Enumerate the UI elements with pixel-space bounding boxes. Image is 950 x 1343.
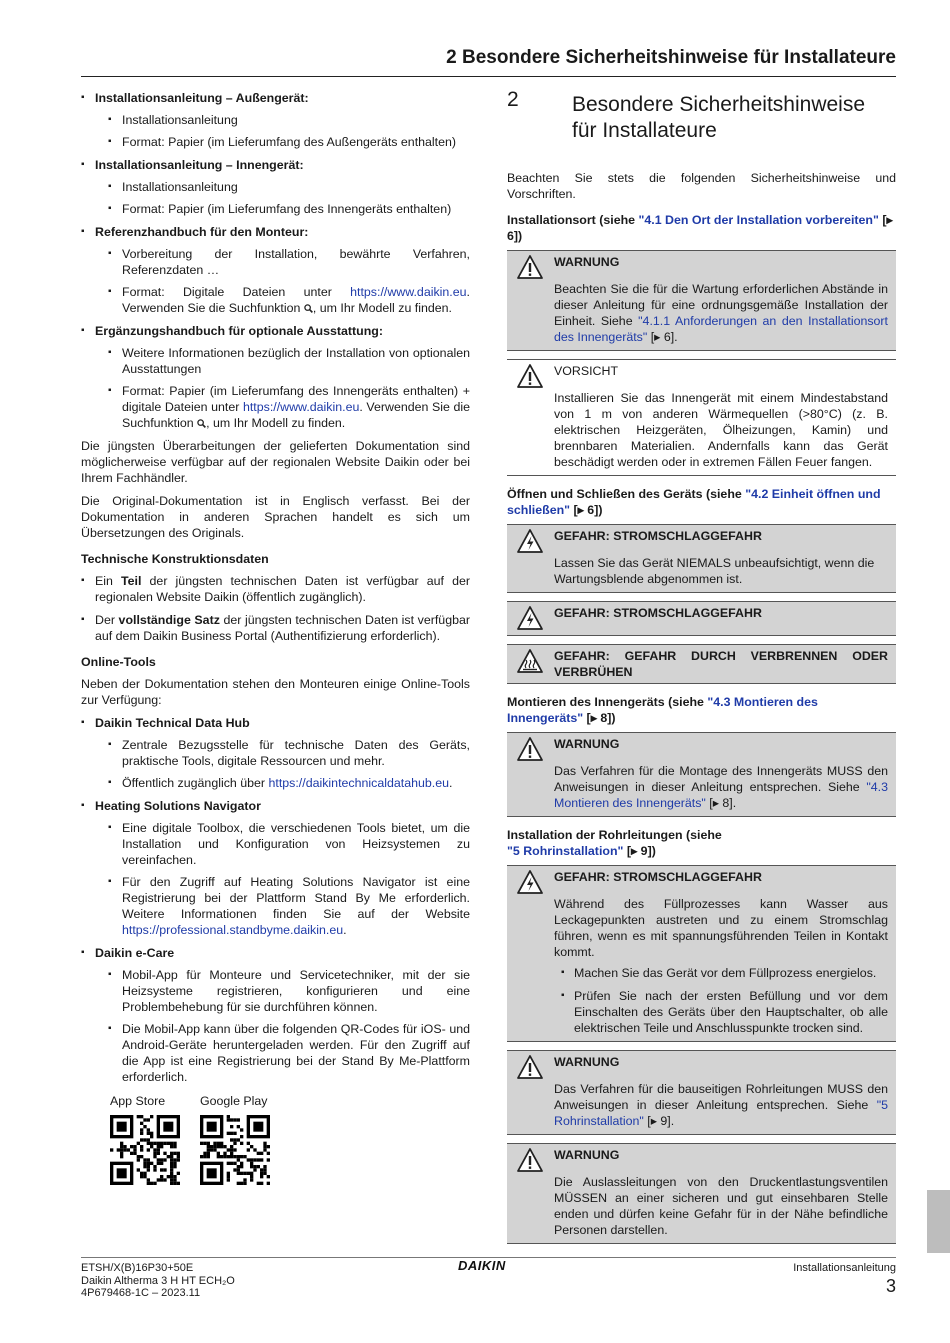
footer-model: ETSH/X(B)16P30+50E [81, 1262, 194, 1274]
warning-triangle-icon [516, 254, 544, 280]
list-item: ▪ Machen Sie das Gerät vor dem Füllprozess energielos. [554, 965, 888, 981]
electric-shock-icon [516, 528, 544, 554]
tech-data-title: Technische Konstruktionsdaten [81, 552, 269, 566]
warning-triangle-icon [516, 1147, 544, 1173]
header-rule [81, 76, 896, 77]
tool-sub: ▪ Für den Zugriff auf Heating Solutions Navigator ist eine Registrierung bei der Plattform Stand By Me erforderlich. Weitere Informationen finden Sie auf der Website https://professional.standbyme.daikin.eu. [95, 874, 470, 938]
page-arrow-icon: ▸ [630, 844, 641, 858]
doc-item-sub: ▪ Format: Papier (im Lieferumfang des Außengeräts enthalten) [95, 134, 470, 150]
doc-item-sub: ▪ Format: Papier (im Lieferumfang des Innengeräts enthalten) [95, 201, 470, 217]
qr-code-googleplay[interactable] [200, 1115, 270, 1185]
doc-item-sub: ▪ Weitere Informationen bezüglich der Installation von optionalen Ausstattungen [95, 345, 470, 377]
warning-box: WARNUNG Das Verfahren für die Montage des Innengeräts MUSS den Anweisungen in dieser Anleitung entsprechen. Siehe "4.3 Montieren des Innengeräts" [▸ 8]. [507, 732, 896, 817]
doc-item-outdoor [81, 90, 470, 150]
subheading-open-close: Öffnen und Schließen des Geräts (siehe "4.2 Einheit öffnen und schließen" [▸ 6]) [507, 487, 881, 517]
intro-paragraph: Beachten Sie stets die folgenden Sicherheitshinweise und Vorschriften. [507, 171, 896, 201]
daikin-logo: DAIKIN [458, 1258, 506, 1273]
daikin-link[interactable]: https://www.daikin.eu [242, 400, 360, 414]
tool-sub: ▪ Mobil-App für Monteure und Servicetechniker, mit der sie Heizsysteme registrieren, konfigurieren und eine Problembehebung für sie durchführen können. [95, 967, 470, 1015]
xref-link[interactable]: "4.2 Einheit öffnen und schließen" [507, 487, 881, 517]
qr-code-appstore[interactable] [110, 1115, 180, 1185]
danger-box: GEFAHR: STROMSCHLAGGEFAHR [507, 601, 896, 636]
chapter-side-tab [927, 1190, 950, 1253]
qr-label-appstore: App Store [110, 1094, 166, 1108]
doc-item-head: ▪ Installationsanleitung – Außengerät: [95, 91, 309, 105]
footer-doc-info [793, 1262, 896, 1297]
tool-head: ▪ Daikin Technical Data Hub [95, 716, 250, 730]
hot-surface-icon [516, 648, 544, 674]
page-arrow-icon: ▸ [886, 213, 893, 227]
right-column [507, 88, 896, 1252]
tool-head: ▪ Daikin e-Care [95, 946, 175, 960]
subheading-piping: Installation der Rohrleitungen (siehe "5 Rohrinstallation" [▸ 9]) [507, 828, 722, 858]
danger-box: GEFAHR: GEFAHR DURCH VERBRENNEN ODER VERBRÜHEN [507, 644, 896, 684]
xref-link[interactable]: "4.3 Montieren des Innengeräts" [507, 695, 818, 725]
page-arrow-icon: ▸ [590, 711, 601, 725]
footer-product-info [81, 1262, 235, 1300]
section-title: Besondere Sicherheitshinweise für Installateure [572, 93, 866, 142]
tool-sub: ▪ Eine digitale Toolbox, die verschiedenen Tools bietet, um die Installation und Konfiguration von Heizsystemen zu vereinfachen. [95, 820, 470, 868]
danger-box: GEFAHR: STROMSCHLAGGEFAHR Während des Füllprozesses kann Wasser aus Leckagepunkten austreten und zu einem Stromschlag führen, wenn es mit spannungsführenden Teilen in Kontakt kommt. ▪ Machen Sie das Gerät vor dem Füllprozess energielos. ▪ Prüfen Sie nach der ersten Befüllung und vor dem Einschalten des Geräts über den Hauptschalter, ob alle elektrischen Teile und Anschlusspunkte trocken sind. [507, 865, 896, 1042]
search-icon [197, 419, 206, 428]
warning-triangle-icon [516, 736, 544, 762]
tool-head: ▪ Heating Solutions Navigator [95, 799, 261, 813]
tool-sub: ▪ Öffentlich zugänglich über https://daikintechnicaldatahub.eu. [95, 775, 470, 791]
footer-doc-type: Installationsanleitung [793, 1262, 896, 1274]
tool-item-hub [81, 715, 470, 791]
xref-link[interactable]: "5 Rohrinstallation" [507, 844, 624, 858]
section-heading [507, 88, 896, 170]
doc-item-options [81, 323, 470, 431]
caution-box: VORSICHT Installieren Sie das Innengerät mit einem Mindestabstand von 1 m von anderen Wärmequellen (>80°C) (z. B. elektrischen Heizgeräten, Ölheizungen, Kamin) und brennbaren Materialien. Andernfalls kann das Gerät beschädigt werden oder in extremen Fällen Feuer fangen. [507, 359, 896, 476]
footer-doc-code: 4P679468-1C – 2023.11 [81, 1287, 201, 1299]
qr-label-googleplay: Google Play [200, 1094, 268, 1108]
doc-item-sub: ▪ Vorbereitung der Installation, bewährte Verfahren, Referenzdaten … [95, 246, 470, 278]
online-tools-title: Online-Tools [81, 655, 156, 669]
left-column [81, 90, 470, 1185]
doc-item-sub: ▪ Installationsanleitung [95, 179, 470, 195]
warning-box: WARNUNG Das Verfahren für die bauseitigen Rohrleitungen MUSS den Anweisungen in dieser Anleitung entsprechen. Siehe "5 Rohrinstallation" [▸ 9]. [507, 1050, 896, 1135]
xref-link[interactable]: "4.1.1 Anforderungen an den Installationsort des Innengeräts" [554, 314, 889, 344]
doc-item-sub: ▪ Format: Papier (im Lieferumfang des Innengeräts enthalten) + digitale Dateien unter https://www.daikin.eu. Verwenden Sie die Suchfunktion , um Ihr Modell zu finden. [95, 383, 470, 431]
tool-sub: ▪ Die Mobil-App kann über die folgenden QR-Codes für iOS- und Android-Geräte heruntergeladen werden. Für den Zugriff auf die App ist eine Registrierung bei der Stand By Me-Plattform erforderlich. [95, 1021, 470, 1085]
xref-link[interactable]: "4.1 Den Ort der Installation vorbereiten" [638, 213, 879, 227]
original-doc-paragraph: Die Original-Dokumentation ist in Englisch verfasst. Bei der Dokumentation in anderen Sprachen handelt es sich um Übersetzungen des Originals. [81, 494, 470, 540]
page-arrow-icon: ▸ [577, 503, 588, 517]
page-number: 3 [885, 1276, 896, 1296]
subheading-mount-indoor: Montieren des Innengeräts (siehe "4.3 Montieren des Innengeräts" [▸ 8]) [507, 695, 818, 725]
doc-item-reference [81, 224, 470, 316]
electric-shock-icon [516, 605, 544, 631]
page-arrow-icon: ▸ [650, 1114, 661, 1128]
search-icon [304, 304, 313, 313]
tool-sub: ▪ Zentrale Bezugsstelle für technische Daten des Geräts, praktische Tools, digitale Ressourcen und mehr. [95, 737, 470, 769]
warning-box: WARNUNG Beachten Sie die für die Wartung erforderlichen Abstände in dieser Anleitung für eine ordnungsgemäße Installation der Einheit. Siehe "4.1.1 Anforderungen an den Installationsort des Innengeräts" [▸ 6]. [507, 250, 896, 351]
caution-triangle-icon [516, 363, 544, 389]
xref-link[interactable]: "5 Rohrinstallation" [554, 1098, 888, 1128]
xref-link[interactable]: "4.3 Montieren des Innengeräts" [554, 780, 888, 810]
qr-code-area [81, 1093, 470, 1185]
doc-item-head: ▪ Ergänzungshandbuch für optionale Ausstattung: [95, 324, 383, 338]
doc-item-indoor [81, 157, 470, 217]
danger-box: GEFAHR: STROMSCHLAGGEFAHR Lassen Sie das Gerät NIEMALS unbeaufsichtigt, wenn die Wartungsblende abgenommen ist. [507, 524, 896, 593]
tech-data-item: ▪ Ein Teil der jüngsten technischen Daten ist verfügbar auf der regionalen Website Daikin (öffentlich zugänglich). [81, 573, 470, 605]
tool-item-hsn [81, 798, 470, 938]
tool-item-ecare [81, 945, 470, 1085]
footer-product: Daikin Altherma 3 H HT ECH₂O [81, 1274, 235, 1287]
doc-item-head: ▪ Installationsanleitung – Innengerät: [95, 158, 304, 172]
daikin-link[interactable]: https://www.daikin.eu [350, 285, 467, 299]
electric-shock-icon [516, 869, 544, 895]
page-arrow-icon: ▸ [712, 796, 723, 810]
list-item: ▪ Prüfen Sie nach der ersten Befüllung und vor dem Einschalten des Geräts über den Hauptschalter, ob alle elektrischen Teile und Anschlusspunkte trocken sind. [554, 988, 888, 1036]
revisions-paragraph: Die jüngsten Überarbeitungen der gelieferten Dokumentation sind möglicherweise verfügbar auf der regionalen Website Daikin oder bei Ihrem Fachhändler. [81, 439, 470, 485]
tech-data-item: ▪ Der vollständige Satz der jüngsten technischen Daten ist verfügbar auf dem Daikin Business Portal (Authentifizierung erforderlich). [81, 612, 470, 644]
online-tools-intro: Neben der Dokumentation stehen den Monteuren einige Online-Tools zur Verfügung: [81, 677, 470, 707]
warning-triangle-icon [516, 1054, 544, 1080]
section-number: 2 [507, 88, 519, 111]
standbyme-link[interactable]: https://professional.standbyme.daikin.eu [122, 923, 344, 937]
datahub-link[interactable]: https://daikintechnicaldatahub.eu [268, 776, 449, 790]
doc-item-head: ▪ Referenzhandbuch für den Monteur: [95, 225, 309, 239]
page-header-title: 2 Besondere Sicherheitshinweise für Installateure [446, 47, 896, 68]
warning-box: WARNUNG Die Auslassleitungen von den Druckentlastungsventilen MÜSSEN an einer sicheren und gut einsehbaren Stelle enden und dürfen keine Gefahr für in der Nähe befindliche Personen darstellen. [507, 1143, 896, 1244]
page-arrow-icon: ▸ [654, 330, 664, 344]
doc-item-sub: ▪ Installationsanleitung [95, 112, 470, 128]
danger-steps-list [554, 965, 888, 1036]
doc-item-sub: ▪ Format: Digitale Dateien unter https://www.daikin.eu. Verwenden Sie die Suchfunktion , um Ihr Modell zu finden. [95, 284, 470, 316]
subheading-installation-site: Installationsort (siehe "4.1 Den Ort der Installation vorbereiten" [▸ 6]) [507, 213, 893, 243]
